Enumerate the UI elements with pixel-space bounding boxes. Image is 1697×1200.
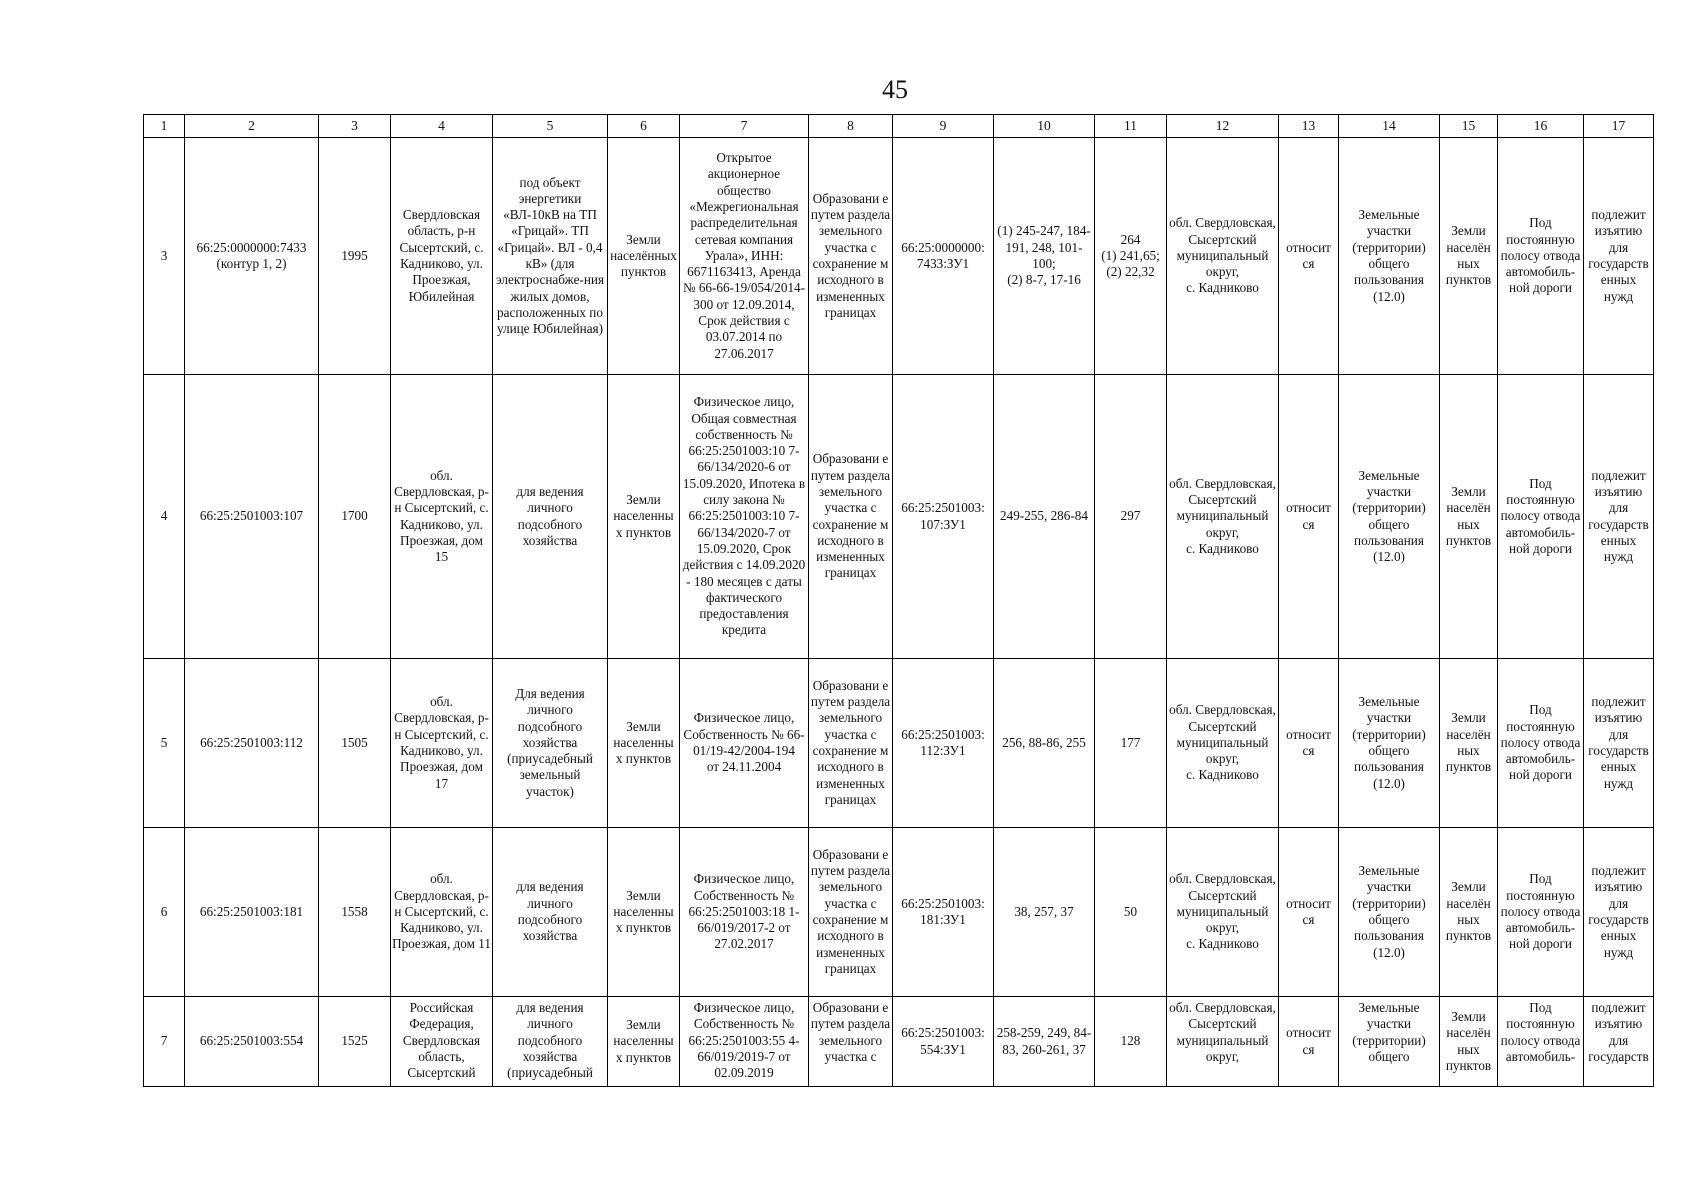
- new-plot-number-cell: 66:25:2501003: 112:ЗУ1: [893, 659, 994, 828]
- row-number-cell: 5: [144, 659, 185, 828]
- area-cell: 1505: [319, 659, 391, 828]
- cadastral-number-cell: 66:25:0000000:7433 (контур 1, 2): [185, 138, 319, 375]
- table-row: [144, 659, 1654, 828]
- cadastral-number-cell: 66:25:2501003:112: [185, 659, 319, 828]
- permitted-use-cell: Для ведения личного подсобного хозяйства (приусадебный земельный участок): [493, 659, 608, 828]
- relation-cell: относит ся: [1279, 138, 1339, 375]
- land-category-cell: Земли населенны х пунктов: [608, 375, 680, 659]
- new-area-cell: 264 (1) 241,65; (2) 22,32: [1095, 138, 1167, 375]
- relation-cell: относит ся: [1279, 659, 1339, 828]
- address-cell: обл. Свердловская, р-н Сысертский, с. Кадниково, ул. Проезжая, дом 17: [391, 659, 493, 828]
- column-header: 4: [391, 115, 493, 138]
- column-header: 12: [1167, 115, 1279, 138]
- reserve-cell: Под постоянную полосу отвода автомобиль-: [1498, 997, 1584, 1087]
- reserve-cell: Под постоянную полосу отвода автомобиль-ной дороги: [1498, 375, 1584, 659]
- row-number-cell: 6: [144, 828, 185, 997]
- permitted-use-cell: под объект энергетики «ВЛ-10кВ на ТП «Грицай». ТП «Грицай». ВЛ - 0,4 кВ» (для электроснабже-ния жилых домов, расположенных по улице Юбилейная): [493, 138, 608, 375]
- column-header: 11: [1095, 115, 1167, 138]
- cadastral-number-cell: 66:25:2501003:181: [185, 828, 319, 997]
- new-address-cell: обл. Свердловская, Сысертский муниципальный округ, с. Кадниково: [1167, 828, 1279, 997]
- new-plot-number-cell: 66:25:2501003: 181:ЗУ1: [893, 828, 994, 997]
- column-header: 13: [1279, 115, 1339, 138]
- new-category-cell: Земли населён ных пунктов: [1440, 828, 1498, 997]
- table-row: [144, 997, 1654, 1087]
- formation-method-cell: Образовани е путем раздела земельного участка с сохранение м исходного в измененных границах: [809, 659, 893, 828]
- seizure-cell: подлежит изъятию для государств енных нужд: [1584, 659, 1654, 828]
- seizure-cell: подлежит изъятию для государств енных нужд: [1584, 375, 1654, 659]
- purpose-cell: Земельные участки (территории) общего пользования (12.0): [1339, 659, 1440, 828]
- table-row: [144, 375, 1654, 659]
- new-category-cell: Земли населён ных пунктов: [1440, 375, 1498, 659]
- area-cell: 1525: [319, 997, 391, 1087]
- purpose-cell: Земельные участки (территории) общего пользования (12.0): [1339, 375, 1440, 659]
- relation-cell: относит ся: [1279, 375, 1339, 659]
- purpose-cell: Земельные участки (территории) общего: [1339, 997, 1440, 1087]
- new-plot-number-cell: 66:25:2501003: 107:ЗУ1: [893, 375, 994, 659]
- seizure-cell: подлежит изъятию для государств: [1584, 997, 1654, 1087]
- table-row: [144, 828, 1654, 997]
- new-area-cell: 297: [1095, 375, 1167, 659]
- new-address-cell: обл. Свердловская, Сысертский муниципальный округ, с. Кадниково: [1167, 138, 1279, 375]
- address-cell: обл. Свердловская, р-н Сысертский, с. Кадниково, ул. Проезжая, дом 15: [391, 375, 493, 659]
- boundary-points-cell: (1) 245-247, 184-191, 248, 101-100; (2) 8-7, 17-16: [994, 138, 1095, 375]
- land-category-cell: Земли населенны х пунктов: [608, 997, 680, 1087]
- reserve-cell: Под постоянную полосу отвода автомобиль-ной дороги: [1498, 828, 1584, 997]
- boundary-points-cell: 249-255, 286-84: [994, 375, 1095, 659]
- table-header-row: [144, 115, 1654, 138]
- row-number-cell: 3: [144, 138, 185, 375]
- column-header: 3: [319, 115, 391, 138]
- cadastral-number-cell: 66:25:2501003:554: [185, 997, 319, 1087]
- new-category-cell: Земли населён ных пунктов: [1440, 659, 1498, 828]
- reserve-cell: Под постоянную полосу отвода автомобиль-ной дороги: [1498, 138, 1584, 375]
- column-header: 2: [185, 115, 319, 138]
- new-address-cell: обл. Свердловская, Сысертский муниципальный округ,: [1167, 997, 1279, 1087]
- formation-method-cell: Образовани е путем раздела земельного участка с: [809, 997, 893, 1087]
- cadastral-number-cell: 66:25:2501003:107: [185, 375, 319, 659]
- new-area-cell: 50: [1095, 828, 1167, 997]
- address-cell: Российская Федерация, Свердловская область, Сысертский: [391, 997, 493, 1087]
- land-category-cell: Земли населенны х пунктов: [608, 828, 680, 997]
- permitted-use-cell: для ведения личного подсобного хозяйства: [493, 375, 608, 659]
- rights-cell: Открытое акционерное общество «Межрегиональная распределительная сетевая компания Урала», ИНН: 6671163413, Аренда № 66-66-19/054/2014-300 от 12.09.2014, Срок действия с 03.07.2014 по 27.06.2017: [680, 138, 809, 375]
- boundary-points-cell: 38, 257, 37: [994, 828, 1095, 997]
- column-header: 14: [1339, 115, 1440, 138]
- area-cell: 1558: [319, 828, 391, 997]
- new-category-cell: Земли населён ных пунктов: [1440, 997, 1498, 1087]
- formation-method-cell: Образовани е путем раздела земельного участка с сохранение м исходного в измененных границах: [809, 375, 893, 659]
- column-header: 16: [1498, 115, 1584, 138]
- column-header: 6: [608, 115, 680, 138]
- column-header: 5: [493, 115, 608, 138]
- permitted-use-cell: для ведения личного подсобного хозяйства: [493, 828, 608, 997]
- boundary-points-cell: 256, 88-86, 255: [994, 659, 1095, 828]
- land-category-cell: Земли населённых пунктов: [608, 138, 680, 375]
- seizure-cell: подлежит изъятию для государств енных нужд: [1584, 828, 1654, 997]
- permitted-use-cell: для ведения личного подсобного хозяйства (приусадебный: [493, 997, 608, 1087]
- page-number: 45: [882, 75, 908, 104]
- address-cell: обл. Свердловская, р-н Сысертский, с. Кадниково, ул. Проезжая, дом 11: [391, 828, 493, 997]
- area-cell: 1995: [319, 138, 391, 375]
- new-address-cell: обл. Свердловская, Сысертский муниципальный округ, с. Кадниково: [1167, 659, 1279, 828]
- column-header: 17: [1584, 115, 1654, 138]
- new-area-cell: 177: [1095, 659, 1167, 828]
- new-address-cell: обл. Свердловская, Сысертский муниципальный округ, с. Кадниково: [1167, 375, 1279, 659]
- row-number-cell: 7: [144, 997, 185, 1087]
- rights-cell: Физическое лицо, Общая совместная собственность № 66:25:2501003:10 7-66/134/2020-6 от 15.09.2020, Ипотека в силу закона № 66:25:2501003:10 7-66/134/2020-7 от 15.09.2020, Срок действия с 14.09.2020 - 180 месяцев с даты фактического предоставления кредита: [680, 375, 809, 659]
- relation-cell: относит ся: [1279, 828, 1339, 997]
- land-plots-table: [143, 114, 1654, 1087]
- rights-cell: Физическое лицо, Собственность № 66-01/19-42/2004-194 от 24.11.2004: [680, 659, 809, 828]
- column-header: 10: [994, 115, 1095, 138]
- new-plot-number-cell: 66:25:0000000: 7433:ЗУ1: [893, 138, 994, 375]
- rights-cell: Физическое лицо, Собственность № 66:25:2501003:55 4-66/019/2019-7 от 02.09.2019: [680, 997, 809, 1087]
- column-header: 1: [144, 115, 185, 138]
- table-row: [144, 138, 1654, 375]
- column-header: 7: [680, 115, 809, 138]
- formation-method-cell: Образовани е путем раздела земельного участка с сохранение м исходного в измененных границах: [809, 138, 893, 375]
- new-plot-number-cell: 66:25:2501003: 554:ЗУ1: [893, 997, 994, 1087]
- column-header: 9: [893, 115, 994, 138]
- boundary-points-cell: 258-259, 249, 84-83, 260-261, 37: [994, 997, 1095, 1087]
- address-cell: Свердловская область, р-н Сысертский, с. Кадниково, ул. Проезжая, Юбилейная: [391, 138, 493, 375]
- new-category-cell: Земли населён ных пунктов: [1440, 138, 1498, 375]
- relation-cell: относит ся: [1279, 997, 1339, 1087]
- formation-method-cell: Образовани е путем раздела земельного участка с сохранение м исходного в измененных границах: [809, 828, 893, 997]
- purpose-cell: Земельные участки (территории) общего пользования (12.0): [1339, 138, 1440, 375]
- area-cell: 1700: [319, 375, 391, 659]
- new-area-cell: 128: [1095, 997, 1167, 1087]
- row-number-cell: 4: [144, 375, 185, 659]
- purpose-cell: Земельные участки (территории) общего пользования (12.0): [1339, 828, 1440, 997]
- land-category-cell: Земли населенны х пунктов: [608, 659, 680, 828]
- column-header: 15: [1440, 115, 1498, 138]
- column-header: 8: [809, 115, 893, 138]
- seizure-cell: подлежит изъятию для государств енных нужд: [1584, 138, 1654, 375]
- rights-cell: Физическое лицо, Собственность № 66:25:2501003:18 1-66/019/2017-2 от 27.02.2017: [680, 828, 809, 997]
- reserve-cell: Под постоянную полосу отвода автомобиль-ной дороги: [1498, 659, 1584, 828]
